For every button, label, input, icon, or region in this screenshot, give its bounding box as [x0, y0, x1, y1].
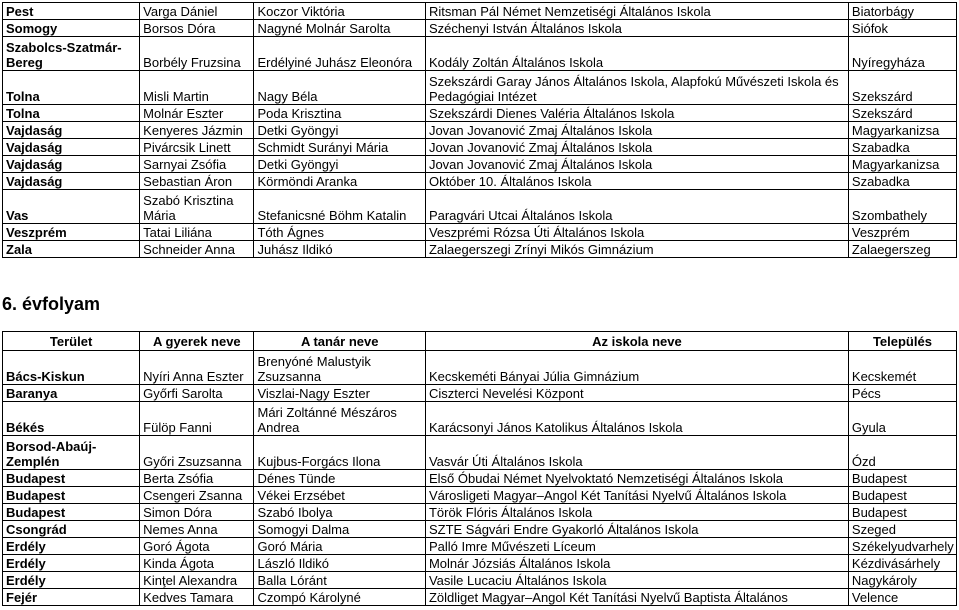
- cell-town: Gyula: [848, 402, 956, 436]
- cell-town: Szombathely: [848, 190, 956, 224]
- cell-town: Szeged: [848, 521, 956, 538]
- cell-student: Nyíri Anna Eszter: [140, 351, 254, 385]
- cell-town: Székelyudvarhely: [848, 538, 956, 555]
- cell-teacher: Koczor Viktória: [254, 3, 425, 20]
- cell-student: Nemes Anna: [140, 521, 254, 538]
- cell-town: Veszprém: [848, 224, 956, 241]
- cell-student: Kinda Ágota: [140, 555, 254, 572]
- cell-teacher: Mári Zoltánné Mészáros Andrea: [254, 402, 425, 436]
- table-row: [3, 402, 957, 436]
- cell-student: Fülöp Fanni: [140, 402, 254, 436]
- table-row: [3, 572, 957, 589]
- cell-school: Ritsman Pál Német Nemzetiségi Általános Iskola: [425, 3, 848, 20]
- cell-teacher: Czompó Károlyné: [254, 589, 425, 606]
- header-school: Az iskola neve: [425, 332, 848, 351]
- table-row: [3, 385, 957, 402]
- table-row: [3, 241, 957, 258]
- cell-school: Első Óbudai Német Nyelvoktató Nemzetiségi Általános Iskola: [425, 470, 848, 487]
- cell-region: Zala: [3, 241, 140, 258]
- cell-school: SZTE Ságvári Endre Gyakorló Általános Iskola: [425, 521, 848, 538]
- cell-student: Goró Ágota: [140, 538, 254, 555]
- table-row: [3, 224, 957, 241]
- cell-student: Csengeri Zsanna: [140, 487, 254, 504]
- cell-town: Zalaegerszeg: [848, 241, 956, 258]
- cell-region: Tolna: [3, 105, 140, 122]
- table-row: [3, 470, 957, 487]
- cell-teacher: Poda Krisztina: [254, 105, 425, 122]
- cell-school: Veszprémi Rózsa Úti Általános Iskola: [425, 224, 848, 241]
- table-row: [3, 139, 957, 156]
- cell-region: Budapest: [3, 487, 140, 504]
- cell-student: Misli Martin: [140, 71, 254, 105]
- table-body: [3, 351, 957, 606]
- cell-town: Szekszárd: [848, 105, 956, 122]
- cell-school: Október 10. Általános Iskola: [425, 173, 848, 190]
- cell-town: Kézdivásárhely: [848, 555, 956, 572]
- table-row: [3, 71, 957, 105]
- cell-region: Pest: [3, 3, 140, 20]
- cell-region: Tolna: [3, 71, 140, 105]
- cell-town: Szabadka: [848, 173, 956, 190]
- cell-school: Karácsonyi János Katolikus Általános Iskola: [425, 402, 848, 436]
- table-row: [3, 504, 957, 521]
- cell-teacher: Goró Mária: [254, 538, 425, 555]
- cell-student: Szabó Krisztina Mária: [140, 190, 254, 224]
- table-row: [3, 190, 957, 224]
- cell-region: Veszprém: [3, 224, 140, 241]
- cell-school: Kodály Zoltán Általános Iskola: [425, 37, 848, 71]
- cell-teacher: Detki Gyöngyi: [254, 156, 425, 173]
- cell-teacher: Nagyné Molnár Sarolta: [254, 20, 425, 37]
- header-teacher: A tanár neve: [254, 332, 425, 351]
- cell-town: Magyarkanizsa: [848, 122, 956, 139]
- cell-student: Kenyeres Jázmin: [140, 122, 254, 139]
- table-row: [3, 105, 957, 122]
- cell-student: Győri Zsuzsanna: [140, 436, 254, 470]
- cell-region: Budapest: [3, 504, 140, 521]
- cell-student: Kinţel Alexandra: [140, 572, 254, 589]
- cell-student: Sebastian Áron: [140, 173, 254, 190]
- cell-town: Kecskemét: [848, 351, 956, 385]
- cell-town: Szekszárd: [848, 71, 956, 105]
- cell-teacher: Erdélyiné Juhász Eleonóra: [254, 37, 425, 71]
- cell-school: Molnár Józsiás Általános Iskola: [425, 555, 848, 572]
- header-student: A gyerek neve: [140, 332, 254, 351]
- cell-town: Ózd: [848, 436, 956, 470]
- cell-school: Jovan Jovanović Zmaj Általános Iskola: [425, 139, 848, 156]
- cell-school: Török Flóris Általános Iskola: [425, 504, 848, 521]
- cell-student: Berta Zsófia: [140, 470, 254, 487]
- table-row: [3, 589, 957, 606]
- cell-region: Erdély: [3, 572, 140, 589]
- cell-student: Molnár Eszter: [140, 105, 254, 122]
- table-row: [3, 436, 957, 470]
- cell-student: Borsos Dóra: [140, 20, 254, 37]
- cell-region: Vajdaság: [3, 173, 140, 190]
- table-row: [3, 156, 957, 173]
- cell-school: Szekszárdi Dienes Valéria Általános Iskola: [425, 105, 848, 122]
- cell-region: Erdély: [3, 555, 140, 572]
- table-row: [3, 3, 957, 20]
- cell-school: Vasvár Úti Általános Iskola: [425, 436, 848, 470]
- table-row: [3, 122, 957, 139]
- cell-town: Magyarkanizsa: [848, 156, 956, 173]
- cell-region: Bács-Kiskun: [3, 351, 140, 385]
- table-header-row: [3, 332, 957, 351]
- cell-teacher: Balla Lóránt: [254, 572, 425, 589]
- table-body: [3, 3, 957, 258]
- cell-town: Szabadka: [848, 139, 956, 156]
- cell-teacher: Vékei Erzsébet: [254, 487, 425, 504]
- table-row: [3, 487, 957, 504]
- cell-teacher: Stefanicsné Böhm Katalin: [254, 190, 425, 224]
- table-row: [3, 351, 957, 385]
- cell-teacher: Kujbus-Forgács Ilona: [254, 436, 425, 470]
- cell-student: Simon Dóra: [140, 504, 254, 521]
- cell-region: Békés: [3, 402, 140, 436]
- cell-teacher: Nagy Béla: [254, 71, 425, 105]
- cell-region: Budapest: [3, 470, 140, 487]
- cell-town: Nyíregyháza: [848, 37, 956, 71]
- cell-student: Pivárcsik Linett: [140, 139, 254, 156]
- cell-student: Győrfi Sarolta: [140, 385, 254, 402]
- cell-teacher: Brenyóné Malustyik Zsuzsanna: [254, 351, 425, 385]
- cell-teacher: Schmidt Surányi Mária: [254, 139, 425, 156]
- cell-student: Schneider Anna: [140, 241, 254, 258]
- cell-region: Csongrád: [3, 521, 140, 538]
- cell-teacher: Viszlai-Nagy Eszter: [254, 385, 425, 402]
- cell-teacher: Somogyi Dalma: [254, 521, 425, 538]
- cell-region: Baranya: [3, 385, 140, 402]
- cell-school: Paragvári Utcai Általános Iskola: [425, 190, 848, 224]
- cell-town: Budapest: [848, 470, 956, 487]
- cell-town: Velence: [848, 589, 956, 606]
- cell-region: Vas: [3, 190, 140, 224]
- table-row: [3, 173, 957, 190]
- cell-student: Kedves Tamara: [140, 589, 254, 606]
- cell-school: Kecskeméti Bányai Júlia Gimnázium: [425, 351, 848, 385]
- cell-region: Somogy: [3, 20, 140, 37]
- cell-school: Ciszterci Nevelési Központ: [425, 385, 848, 402]
- cell-town: Siófok: [848, 20, 956, 37]
- cell-school: Vasile Lucaciu Általános Iskola: [425, 572, 848, 589]
- section-title: 6. évfolyam: [2, 294, 101, 314]
- header-region: Terület: [3, 332, 140, 351]
- cell-region: Vajdaság: [3, 122, 140, 139]
- cell-region: Vajdaság: [3, 139, 140, 156]
- cell-town: Budapest: [848, 487, 956, 504]
- cell-town: Budapest: [848, 504, 956, 521]
- table-row: [3, 37, 957, 71]
- cell-student: Borbély Fruzsina: [140, 37, 254, 71]
- cell-teacher: László Ildikó: [254, 555, 425, 572]
- cell-region: Szabolcs-Szatmár-Bereg: [3, 37, 140, 71]
- cell-student: Sarnyai Zsófia: [140, 156, 254, 173]
- table-row: [3, 20, 957, 37]
- cell-region: Vajdaság: [3, 156, 140, 173]
- cell-student: Tatai Liliána: [140, 224, 254, 241]
- cell-town: Biatorbágy: [848, 3, 956, 20]
- cell-teacher: Tóth Ágnes: [254, 224, 425, 241]
- table-row: [3, 538, 957, 555]
- header-town: Település: [848, 332, 956, 351]
- cell-school: Széchenyi István Általános Iskola: [425, 20, 848, 37]
- cell-school: Zalaegerszegi Zrínyi Mikós Gimnázium: [425, 241, 848, 258]
- cell-region: Fejér: [3, 589, 140, 606]
- cell-town: Nagykároly: [848, 572, 956, 589]
- cell-school: Városligeti Magyar–Angol Két Tanítási Nyelvű Általános Iskola: [425, 487, 848, 504]
- cell-teacher: Juhász Ildikó: [254, 241, 425, 258]
- cell-school: Jovan Jovanović Zmaj Általános Iskola: [425, 156, 848, 173]
- results-table-5th-grade: [2, 2, 957, 258]
- cell-teacher: Detki Gyöngyi: [254, 122, 425, 139]
- cell-teacher: Dénes Tünde: [254, 470, 425, 487]
- table-row: [3, 555, 957, 572]
- cell-region: Erdély: [3, 538, 140, 555]
- cell-teacher: Körmöndi Aranka: [254, 173, 425, 190]
- cell-school: Szekszárdi Garay János Általános Iskola, Alapfokú Művészeti Iskola és Pedagógiai Intézet: [425, 71, 848, 105]
- table-row: [3, 521, 957, 538]
- cell-school: Jovan Jovanović Zmaj Általános Iskola: [425, 122, 848, 139]
- cell-student: Varga Dániel: [140, 3, 254, 20]
- cell-school: Palló Imre Művészeti Líceum: [425, 538, 848, 555]
- cell-teacher: Szabó Ibolya: [254, 504, 425, 521]
- cell-town: Pécs: [848, 385, 956, 402]
- cell-school: Zöldliget Magyar–Angol Két Tanítási Nyelvű Baptista Általános: [425, 589, 848, 606]
- cell-region: Borsod-Abaúj-Zemplén: [3, 436, 140, 470]
- results-table-6th-grade: [2, 331, 957, 606]
